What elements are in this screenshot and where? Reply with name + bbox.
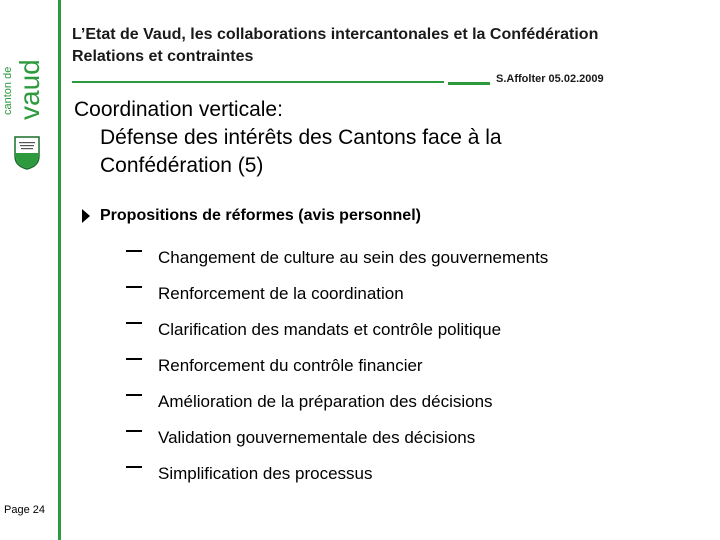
- proposal-list: [126, 240, 548, 492]
- dash-icon: [126, 358, 142, 360]
- dash-icon: [126, 394, 142, 396]
- list-item: Amélioration de la préparation des décisions: [126, 384, 548, 420]
- header-title-line2: Relations et contraintes: [72, 48, 254, 65]
- header-rule: [72, 81, 444, 83]
- header-rule-end: [448, 82, 490, 85]
- list-item: Renforcement du contrôle financier: [126, 348, 548, 384]
- list-item: Validation gouvernementale des décisions: [126, 420, 548, 456]
- author-date: S.Affolter 05.02.2009: [496, 73, 604, 85]
- list-item: Simplification des processus: [126, 456, 548, 492]
- list-item: Renforcement de la coordination: [126, 276, 548, 312]
- header-title-line1: L’Etat de Vaud, les collaborations intercantonales et la Confédération: [72, 26, 599, 43]
- list-item: Clarification des mandats et contrôle politique: [126, 312, 548, 348]
- main-bullet-label: Propositions de réformes (avis personnel): [100, 207, 421, 224]
- slide-title-line2: Défense des intérêts des Cantons face à la: [100, 126, 502, 149]
- dash-icon: [126, 466, 142, 468]
- dash-icon: [126, 430, 142, 432]
- dash-icon: [126, 286, 142, 288]
- main-bullet: [82, 207, 421, 225]
- slide-title: [74, 96, 694, 180]
- slide-title-line3: Confédération (5): [100, 154, 264, 177]
- vaud-shield-icon: [14, 136, 40, 170]
- logo-canton-de: canton de: [2, 66, 14, 115]
- triangle-bullet-icon: [82, 209, 90, 223]
- presentation-header: [72, 24, 692, 68]
- page-number: Page 24: [4, 504, 45, 516]
- vertical-accent-line: [58, 0, 61, 540]
- dash-icon: [126, 250, 142, 252]
- slide-title-line1: Coordination verticale:: [74, 98, 283, 121]
- dash-icon: [126, 322, 142, 324]
- logo-vaud: vaud: [14, 59, 45, 120]
- list-item: Changement de culture au sein des gouvernements: [126, 240, 548, 276]
